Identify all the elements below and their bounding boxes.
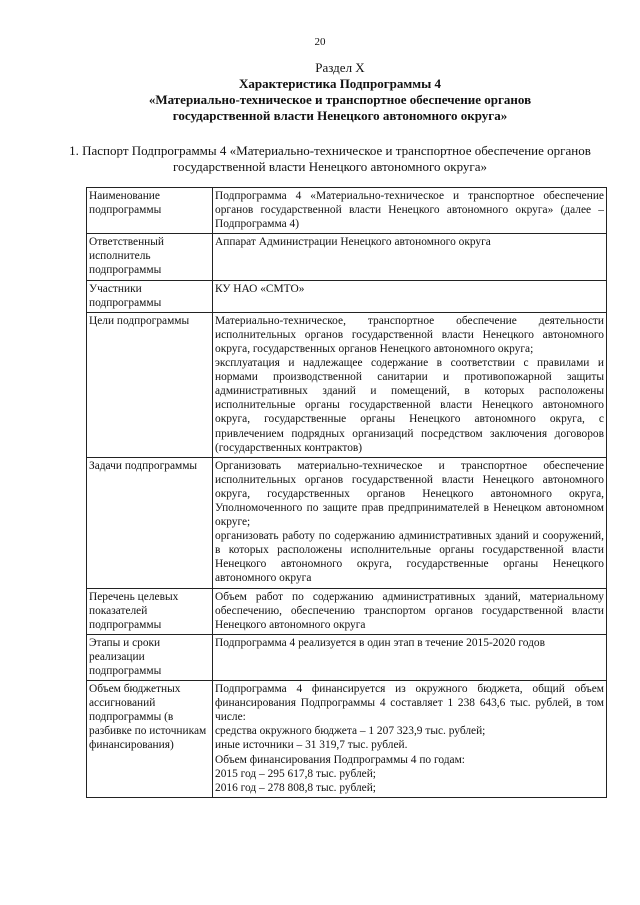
- row-value: [213, 588, 607, 634]
- row-paragraph: 2016 год – 278 808,8 тыс. рублей;: [215, 781, 376, 794]
- row-paragraph: Подпрограмма 4 финансируется из окружного бюджета, общий объем финансирования Подпрограммы 4 составляет 1 238 643,6 тыс. рублей, в том числе:: [215, 683, 604, 724]
- passport-title: 1. Паспорт Подпрограммы 4 «Материально-техническое и транспортное обеспечение органов государственной власти Ненецкого автономного округа»: [69, 143, 591, 174]
- row-label: Объем бюджетных ассигнований подпрограммы (в разбивке по источникам финансирования): [87, 681, 213, 798]
- row-label: Ответственный исполнитель подпрограммы: [87, 234, 213, 280]
- row-paragraph: Подпрограмма 4 реализуется в один этап в течение 2015-2020 годов: [215, 636, 545, 649]
- row-paragraph: эксплуатация и надлежащее содержание в соответствии с правилами и нормами производственной санитарии и противопожарной защиты административных зданий и помещений, в которых расположены исполнительные органы государственной власти Ненецкого автономного округа, государственные органы Ненецкого автономного округа, с привлечением подрядных организаций посредством заключения договоров (государственных контрактов): [215, 357, 604, 454]
- section-title: Характеристика Подпрограммы 4: [239, 76, 441, 91]
- row-paragraph: Аппарат Администрации Ненецкого автономного округа: [215, 236, 491, 249]
- table-row: [87, 234, 607, 280]
- table-row: [87, 312, 607, 457]
- row-paragraph: Материально-техническое, транспортное обеспечение деятельности исполнительных органов государственной власти Ненецкого автономного округа, государственных органов Ненецкого автономного округа;: [215, 314, 604, 355]
- row-paragraph: иные источники – 31 319,7 тыс. рублей.: [215, 739, 408, 752]
- row-value: [213, 280, 607, 312]
- section-label: Раздел X: [315, 60, 365, 75]
- row-value: [213, 312, 607, 457]
- row-paragraph: организовать работу по содержанию административных зданий и сооружений, в которых расположены исполнительные органы государственной власти Ненецкого автономного округа, государственные органы Ненецкого автономного округа: [215, 530, 604, 585]
- row-paragraph: средства окружного бюджета – 1 207 323,9 тыс. рублей;: [215, 725, 486, 738]
- row-label: Цели подпрограммы: [87, 312, 213, 457]
- table-row: [87, 588, 607, 634]
- row-value: [213, 634, 607, 680]
- table-row: [87, 188, 607, 234]
- row-paragraph: КУ НАО «СМТО»: [215, 282, 305, 295]
- row-paragraph: 2015 год – 295 617,8 тыс. рублей;: [215, 767, 376, 780]
- row-value: [213, 188, 607, 234]
- row-paragraph: Подпрограмма 4 «Материально-техническое и транспортное обеспечение органов государственной власти Ненецкого автономного округа» (далее – Подпрограмма 4): [215, 190, 604, 231]
- table-row: [87, 280, 607, 312]
- row-value: [213, 681, 607, 798]
- page-number: 20: [314, 36, 326, 48]
- section-subtitle-line-1: «Материально-техническое и транспортное обеспечение органов: [148, 92, 532, 107]
- row-value: [213, 234, 607, 280]
- table-row: [87, 634, 607, 680]
- section-heading: [40, 60, 640, 124]
- row-value: [213, 457, 607, 588]
- passport-table: [86, 187, 607, 798]
- row-label: Задачи подпрограммы: [87, 457, 213, 588]
- row-label: Этапы и сроки реализации подпрограммы: [87, 634, 213, 680]
- section-subtitle-line-2: государственной власти Ненецкого автономного округа»: [172, 108, 508, 123]
- row-label: Участники подпрограммы: [87, 280, 213, 312]
- row-label: Наименование подпрограммы: [87, 188, 213, 234]
- row-label: Перечень целевых показателей подпрограммы: [87, 588, 213, 634]
- row-paragraph: Объем работ по содержанию административных зданий, материальному обеспечению, обеспечению транспортом органов государственной власти Ненецкого автономного округа: [215, 590, 604, 631]
- row-paragraph: Организовать материально-техническое и транспортное обеспечение исполнительных органов государственной власти Ненецкого автономного округа, государственных органов Ненецкого автономного округа, Уполномоченного по защите прав предпринимателей в Ненецком автономном округе;: [215, 459, 604, 529]
- row-paragraph: Объем финансирования Подпрограммы 4 по годам:: [215, 753, 465, 766]
- table-row: [87, 681, 607, 798]
- table-row: [87, 457, 607, 588]
